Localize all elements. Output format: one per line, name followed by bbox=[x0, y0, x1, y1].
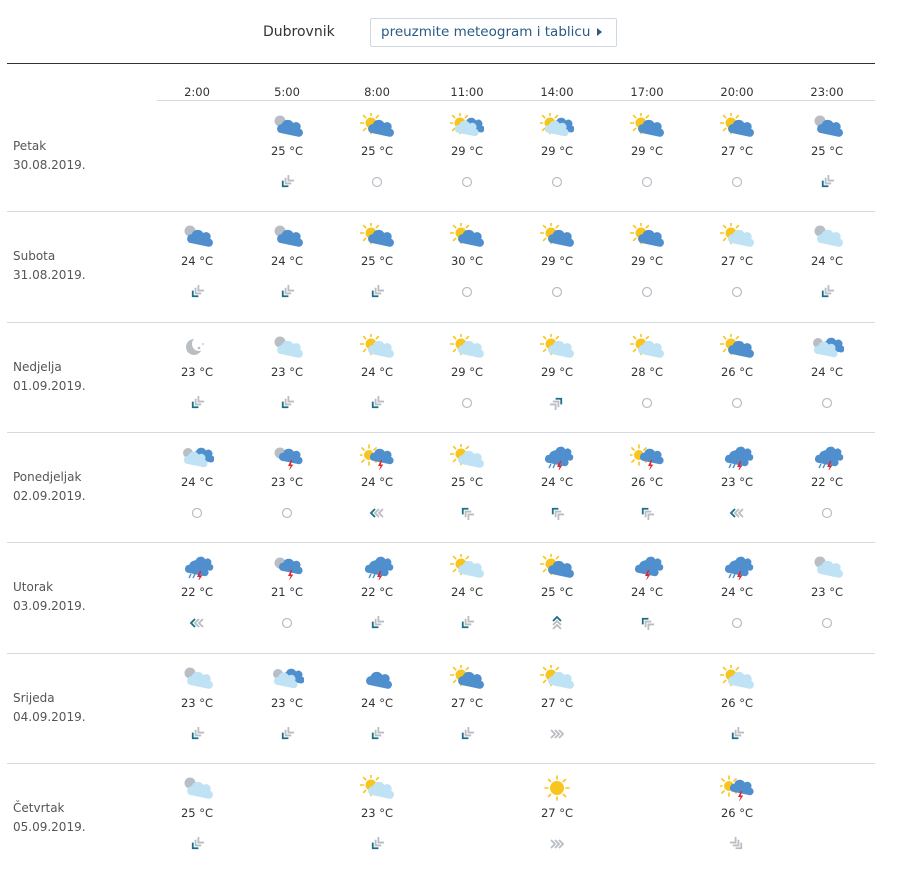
temperature: 21 °C bbox=[270, 585, 304, 600]
hour-label: 20:00 bbox=[720, 85, 754, 99]
calm-circle-icon bbox=[818, 505, 836, 519]
forecast-cell bbox=[607, 211, 687, 319]
wind-arrow-sw-icon bbox=[818, 174, 836, 188]
temperature: 23 °C bbox=[270, 474, 304, 489]
day-name: Subota bbox=[13, 249, 56, 264]
calm-circle-icon bbox=[278, 615, 296, 629]
temperature: 24 °C bbox=[630, 585, 664, 600]
forecast-cell bbox=[427, 101, 507, 209]
wind-arrow-sw-icon bbox=[278, 726, 296, 740]
hour-label: 8:00 bbox=[364, 85, 390, 99]
calm-circle-icon bbox=[728, 615, 746, 629]
hour-label: 11:00 bbox=[450, 85, 484, 99]
forecast-cell bbox=[157, 432, 237, 540]
sun-dark-cloud-icon bbox=[630, 113, 664, 139]
forecast-cell bbox=[517, 432, 597, 540]
hour-label: 2:00 bbox=[184, 85, 210, 99]
temperature: 23 °C bbox=[720, 474, 754, 489]
sun-light-dark-cloud-icon bbox=[450, 113, 484, 139]
day-date: 04.09.2019. bbox=[13, 709, 86, 724]
rain-thunder-icon bbox=[180, 554, 214, 580]
forecast-cell bbox=[607, 101, 687, 209]
partly-cloudy-night-dark-icon bbox=[180, 223, 214, 249]
forecast-cell bbox=[517, 653, 597, 761]
temperature: 29 °C bbox=[540, 364, 574, 379]
calm-circle-icon bbox=[728, 174, 746, 188]
day-label bbox=[13, 358, 86, 396]
sun-thunder-icon bbox=[720, 775, 754, 801]
wind-arrow-sw-icon bbox=[368, 284, 386, 298]
day-name: Ponedjeljak bbox=[13, 469, 82, 484]
temperature: 26 °C bbox=[630, 474, 664, 489]
forecast-cell bbox=[607, 432, 687, 540]
partly-cloudy-night-dark-icon bbox=[270, 113, 304, 139]
forecast-cell bbox=[337, 763, 417, 871]
wind-arrow-sw-icon bbox=[728, 726, 746, 740]
forecast-cell bbox=[517, 322, 597, 430]
temperature: 29 °C bbox=[450, 144, 484, 158]
forecast-cell bbox=[697, 432, 777, 540]
temperature: 24 °C bbox=[360, 695, 394, 710]
day-date: 03.09.2019. bbox=[13, 599, 86, 614]
temperature: 23 °C bbox=[810, 585, 844, 600]
wind-arrow-ne-icon bbox=[548, 395, 566, 409]
temperature: 23 °C bbox=[180, 695, 214, 710]
wind-arrow-w-icon bbox=[188, 615, 206, 629]
night-thunder-icon bbox=[270, 554, 304, 580]
caret-right-icon bbox=[597, 28, 602, 36]
sun-light-cloud-icon bbox=[360, 775, 394, 801]
sun-dark-cloud-icon bbox=[720, 113, 754, 139]
temperature: 25 °C bbox=[540, 585, 574, 600]
cloudy-night-icon bbox=[810, 334, 844, 360]
forecast-cell bbox=[787, 211, 867, 319]
forecast-cell bbox=[517, 101, 597, 209]
forecast-cell bbox=[787, 432, 867, 540]
sun-light-cloud-icon bbox=[630, 334, 664, 360]
sun-thunder-icon bbox=[630, 444, 664, 470]
forecast-cell bbox=[247, 101, 327, 209]
wind-arrow-nw-icon bbox=[548, 505, 566, 519]
temperature: 25 °C bbox=[810, 144, 844, 158]
day-label bbox=[13, 799, 86, 837]
rain-thunder-icon bbox=[720, 444, 754, 470]
wind-arrow-sw-icon bbox=[368, 726, 386, 740]
calm-circle-icon bbox=[728, 284, 746, 298]
wind-arrow-w-icon bbox=[728, 505, 746, 519]
wind-arrow-sw-icon bbox=[368, 395, 386, 409]
sun-light-cloud-icon bbox=[720, 665, 754, 691]
wind-arrow-e-icon bbox=[548, 836, 566, 850]
temperature: 27 °C bbox=[540, 695, 574, 710]
day-date: 01.09.2019. bbox=[13, 378, 86, 393]
forecast-cell bbox=[247, 653, 327, 761]
calm-circle-icon bbox=[818, 395, 836, 409]
day-label bbox=[13, 468, 86, 506]
calm-circle-icon bbox=[638, 284, 656, 298]
sun-thunder-icon bbox=[360, 444, 394, 470]
temperature: 24 °C bbox=[810, 364, 844, 379]
temperature: 23 °C bbox=[360, 805, 394, 820]
wind-arrow-sw-icon bbox=[188, 726, 206, 740]
thunder-cloud-icon bbox=[630, 554, 664, 580]
dark-cloud-icon bbox=[360, 665, 394, 691]
header-underline bbox=[157, 100, 875, 101]
forecast-cell bbox=[787, 542, 867, 650]
sun-dark-cloud-icon bbox=[450, 665, 484, 691]
temperature: 24 °C bbox=[360, 474, 394, 489]
sun-light-cloud-icon bbox=[450, 554, 484, 580]
forecast-cell bbox=[157, 763, 237, 871]
sun-light-cloud-icon bbox=[720, 223, 754, 249]
wind-arrow-nw-icon bbox=[458, 505, 476, 519]
temperature: 27 °C bbox=[720, 144, 754, 158]
forecast-cell bbox=[427, 542, 507, 650]
forecast-cell bbox=[517, 542, 597, 650]
partly-cloudy-night-dark-icon bbox=[270, 223, 304, 249]
temperature: 22 °C bbox=[360, 585, 394, 600]
calm-circle-icon bbox=[548, 174, 566, 188]
temperature: 29 °C bbox=[540, 254, 574, 269]
temperature: 27 °C bbox=[540, 805, 574, 820]
calm-circle-icon bbox=[458, 174, 476, 188]
forecast-cell bbox=[337, 542, 417, 650]
sun-dark-cloud-icon bbox=[450, 223, 484, 249]
partly-cloudy-night-light-icon bbox=[180, 775, 214, 801]
wind-arrow-nw-icon bbox=[638, 615, 656, 629]
day-label bbox=[13, 689, 86, 727]
wind-arrow-nw-icon bbox=[638, 505, 656, 519]
forecast-cell bbox=[427, 432, 507, 540]
day-name: Nedjelja bbox=[13, 359, 62, 374]
temperature: 25 °C bbox=[450, 474, 484, 489]
rain-thunder-icon bbox=[720, 554, 754, 580]
day-name: Četvrtak bbox=[13, 800, 65, 815]
forecast-cell bbox=[337, 653, 417, 761]
sun-dark-cloud-icon bbox=[360, 113, 394, 139]
hour-label: 23:00 bbox=[810, 85, 844, 99]
time-header bbox=[0, 64, 910, 101]
forecast-cell bbox=[697, 653, 777, 761]
temperature: 24 °C bbox=[810, 254, 844, 269]
rain-thunder-icon bbox=[540, 444, 574, 470]
wind-arrow-sw-icon bbox=[278, 174, 296, 188]
temperature: 24 °C bbox=[450, 585, 484, 600]
temperature: 27 °C bbox=[720, 254, 754, 269]
hour-label: 5:00 bbox=[274, 85, 300, 99]
wind-arrow-sw-icon bbox=[818, 284, 836, 298]
temperature: 23 °C bbox=[270, 695, 304, 710]
temperature: 29 °C bbox=[630, 254, 664, 269]
calm-circle-icon bbox=[188, 505, 206, 519]
forecast-cell bbox=[337, 211, 417, 319]
temperature: 29 °C bbox=[630, 144, 664, 158]
temperature: 24 °C bbox=[270, 254, 304, 269]
hour-label: 14:00 bbox=[540, 85, 574, 99]
wind-arrow-sw-icon bbox=[188, 836, 206, 850]
wind-arrow-sw-icon bbox=[458, 615, 476, 629]
day-name: Utorak bbox=[13, 580, 54, 595]
temperature: 24 °C bbox=[360, 364, 394, 379]
wind-arrow-sw-icon bbox=[458, 726, 476, 740]
partly-cloudy-night-light-icon bbox=[810, 223, 844, 249]
sun-light-cloud-icon bbox=[450, 334, 484, 360]
partly-cloudy-night-dark-icon bbox=[810, 113, 844, 139]
forecast-cell bbox=[697, 101, 777, 209]
day-label bbox=[13, 578, 86, 616]
sun-dark-cloud-icon bbox=[720, 334, 754, 360]
forecast-cell bbox=[157, 542, 237, 650]
sun-light-cloud-icon bbox=[540, 334, 574, 360]
sun-dark-cloud-icon bbox=[630, 223, 664, 249]
forecast-cell bbox=[787, 322, 867, 430]
calm-circle-icon bbox=[728, 395, 746, 409]
forecast-cell bbox=[607, 322, 687, 430]
forecast-cell bbox=[427, 653, 507, 761]
wind-arrow-sw-icon bbox=[188, 395, 206, 409]
partly-cloudy-night-light-icon bbox=[270, 334, 304, 360]
temperature: 26 °C bbox=[720, 695, 754, 710]
temperature: 23 °C bbox=[180, 364, 214, 379]
header bbox=[0, 0, 910, 64]
wind-arrow-w-icon bbox=[368, 505, 386, 519]
temperature: 30 °C bbox=[450, 254, 484, 269]
rain-thunder-icon bbox=[810, 444, 844, 470]
temperature: 25 °C bbox=[360, 254, 394, 269]
forecast-cell bbox=[157, 322, 237, 430]
temperature: 27 °C bbox=[450, 695, 484, 710]
download-meteogram-label: preuzmite meteogram i tablicu bbox=[381, 24, 591, 40]
forecast-cell bbox=[247, 211, 327, 319]
sun-light-cloud-icon bbox=[540, 665, 574, 691]
temperature: 26 °C bbox=[720, 805, 754, 820]
sun-light-dark-cloud-icon bbox=[540, 113, 574, 139]
temperature: 29 °C bbox=[540, 144, 574, 158]
calm-circle-icon bbox=[638, 174, 656, 188]
day-date: 31.08.2019. bbox=[13, 268, 86, 283]
day-date: 02.09.2019. bbox=[13, 488, 86, 503]
forecast-cell bbox=[427, 322, 507, 430]
temperature: 23 °C bbox=[270, 364, 304, 379]
sun-dark-cloud-icon bbox=[540, 223, 574, 249]
temperature: 24 °C bbox=[720, 585, 754, 600]
day-date: 30.08.2019. bbox=[13, 158, 86, 172]
forecast-cell bbox=[247, 542, 327, 650]
partly-cloudy-night-light-icon bbox=[810, 554, 844, 580]
forecast-cell bbox=[697, 322, 777, 430]
forecast-cell bbox=[427, 211, 507, 319]
calm-circle-icon bbox=[548, 284, 566, 298]
hour-label: 17:00 bbox=[630, 85, 664, 99]
calm-circle-icon bbox=[278, 505, 296, 519]
sun-icon bbox=[540, 775, 574, 801]
rain-thunder-icon bbox=[360, 554, 394, 580]
location-name: Dubrovnik bbox=[263, 24, 335, 40]
forecast-cell bbox=[517, 763, 597, 871]
calm-circle-icon bbox=[368, 174, 386, 188]
calm-circle-icon bbox=[458, 395, 476, 409]
calm-circle-icon bbox=[638, 395, 656, 409]
forecast-cell bbox=[337, 432, 417, 540]
cloudy-night-icon bbox=[180, 444, 214, 470]
wind-arrow-sw-icon bbox=[368, 615, 386, 629]
day-label bbox=[13, 247, 86, 285]
sun-light-cloud-icon bbox=[360, 334, 394, 360]
temperature: 24 °C bbox=[180, 474, 214, 489]
sun-dark-cloud-icon bbox=[540, 554, 574, 580]
forecast-cell bbox=[697, 211, 777, 319]
forecast-cell bbox=[157, 653, 237, 761]
temperature: 24 °C bbox=[540, 474, 574, 489]
temperature: 28 °C bbox=[630, 364, 664, 379]
forecast-cell bbox=[517, 211, 597, 319]
forecast-cell bbox=[697, 542, 777, 650]
temperature: 29 °C bbox=[450, 364, 484, 379]
wind-arrow-sw-icon bbox=[278, 395, 296, 409]
moon-stars-icon bbox=[180, 334, 214, 360]
forecast-cell bbox=[157, 211, 237, 319]
wind-arrow-n-icon bbox=[548, 615, 566, 629]
day-name: Srijeda bbox=[13, 690, 55, 705]
wind-arrow-sw-icon bbox=[188, 284, 206, 298]
wind-arrow-se-icon bbox=[728, 836, 746, 850]
cloudy-night-icon bbox=[270, 665, 304, 691]
partly-cloudy-night-light-icon bbox=[180, 665, 214, 691]
night-thunder-icon bbox=[270, 444, 304, 470]
sun-dark-cloud-icon bbox=[360, 223, 394, 249]
calm-circle-icon bbox=[818, 615, 836, 629]
day-label bbox=[13, 137, 86, 175]
forecast-cell bbox=[247, 322, 327, 430]
forecast-cell bbox=[247, 432, 327, 540]
temperature: 22 °C bbox=[810, 474, 844, 489]
temperature: 25 °C bbox=[180, 805, 214, 820]
wind-arrow-sw-icon bbox=[278, 284, 296, 298]
wind-arrow-sw-icon bbox=[368, 836, 386, 850]
forecast-cell bbox=[607, 542, 687, 650]
temperature: 24 °C bbox=[180, 254, 214, 269]
forecast-cell bbox=[787, 101, 867, 209]
sun-light-cloud-icon bbox=[450, 444, 484, 470]
temperature: 26 °C bbox=[720, 364, 754, 379]
wind-arrow-e-icon bbox=[548, 726, 566, 740]
temperature: 22 °C bbox=[180, 585, 214, 600]
temperature: 25 °C bbox=[360, 144, 394, 158]
day-date: 05.09.2019. bbox=[13, 819, 86, 834]
day-name: Petak bbox=[13, 139, 47, 153]
forecast-cell bbox=[697, 763, 777, 871]
download-meteogram-button[interactable] bbox=[370, 18, 617, 47]
calm-circle-icon bbox=[458, 284, 476, 298]
forecast-cell bbox=[337, 101, 417, 209]
temperature: 25 °C bbox=[270, 144, 304, 158]
forecast-cell bbox=[337, 322, 417, 430]
